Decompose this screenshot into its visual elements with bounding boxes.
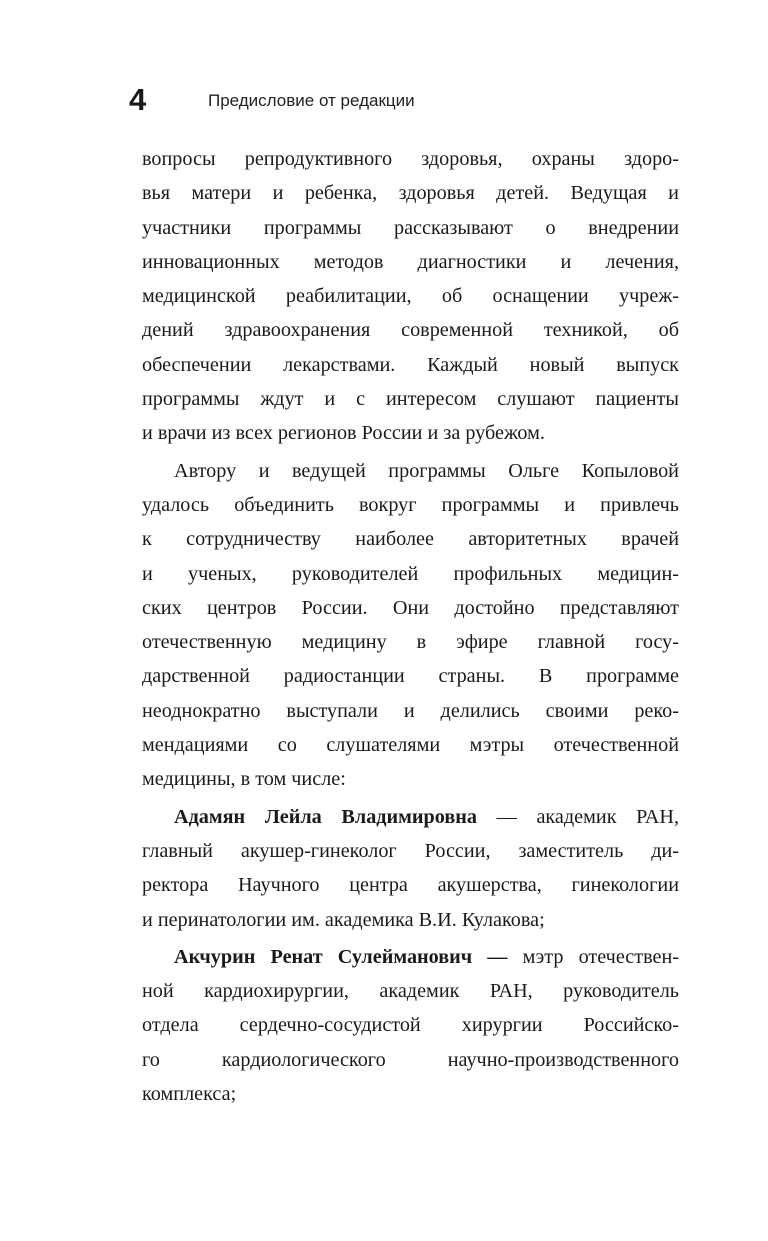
person-name: Акчурин Ренат Сулейманович —	[174, 945, 508, 968]
text-line: главный акушер-гинеколог России, заместитель ди-	[142, 839, 679, 862]
text-line: к сотрудничеству наиболее авторитетных врачей	[142, 528, 679, 551]
text-line: ских центров России. Они достойно представляют	[142, 596, 679, 619]
text-line: программы ждут и с интересом слушают пациенты	[142, 388, 679, 411]
text-line: неоднократно выступали и делились своими реко-	[142, 699, 679, 722]
text-line: и врачи из всех регионов России и за рубежом.	[142, 422, 545, 445]
running-head	[129, 80, 689, 120]
text-line: отдела сердечно-сосудистой хирургии Российско-	[142, 1014, 679, 1037]
text-fragment: мэтр отечествен-	[507, 945, 679, 968]
text-line: участники программы рассказывают о внедрении	[142, 216, 679, 239]
text-line: го кардиологического научно-производственного	[142, 1048, 679, 1071]
text-line	[142, 940, 679, 974]
text-line: инновационных методов диагностики и лечения,	[142, 250, 679, 273]
text-line: мендациями со слушателями мэтры отечественной	[142, 734, 679, 757]
body-text	[142, 142, 679, 1111]
text-line	[142, 800, 679, 834]
text-line: и ученых, руководителей профильных медицин-	[142, 562, 679, 585]
text-line: медицины, в том числе:	[142, 768, 346, 791]
text-line: отечественную медицину в эфире главной госу-	[142, 631, 679, 654]
text-line: и перинатологии им. академика В.И. Кулакова;	[142, 908, 545, 931]
text-line: вья матери и ребенка, здоровья детей. Ведущая и	[142, 182, 679, 205]
paragraph-1	[142, 142, 679, 451]
text-line: ректора Научного центра акушерства, гинекологии	[142, 874, 679, 897]
paragraph-4	[142, 940, 679, 1111]
text-line: комплекса;	[142, 1083, 237, 1106]
text-line: вопросы репродуктивного здоровья, охраны здоро-	[142, 148, 679, 170]
person-name: Адамян Лейла Владимировна	[174, 805, 477, 828]
text-fragment: — академик РАН,	[476, 805, 679, 828]
text-line: дарственной радиостанции страны. В программе	[142, 665, 679, 688]
text-line: Автору и ведущей программы Ольге Копыловой	[174, 459, 679, 482]
paragraph-3	[142, 800, 679, 937]
page-number: 4	[129, 82, 147, 117]
text-line: удалось объединить вокруг программы и привлечь	[142, 493, 679, 516]
paragraph-2	[142, 454, 679, 797]
text-line: ной кардиохирургии, академик РАН, руководитель	[142, 980, 679, 1003]
text-line: медицинской реабилитации, об оснащении учреж-	[142, 285, 679, 308]
text-line: дений здравоохранения современной техникой, об	[142, 319, 679, 342]
running-title: Предисловие от редакции	[208, 91, 415, 110]
text-line: обеспечении лекарствами. Каждый новый выпуск	[142, 353, 679, 376]
